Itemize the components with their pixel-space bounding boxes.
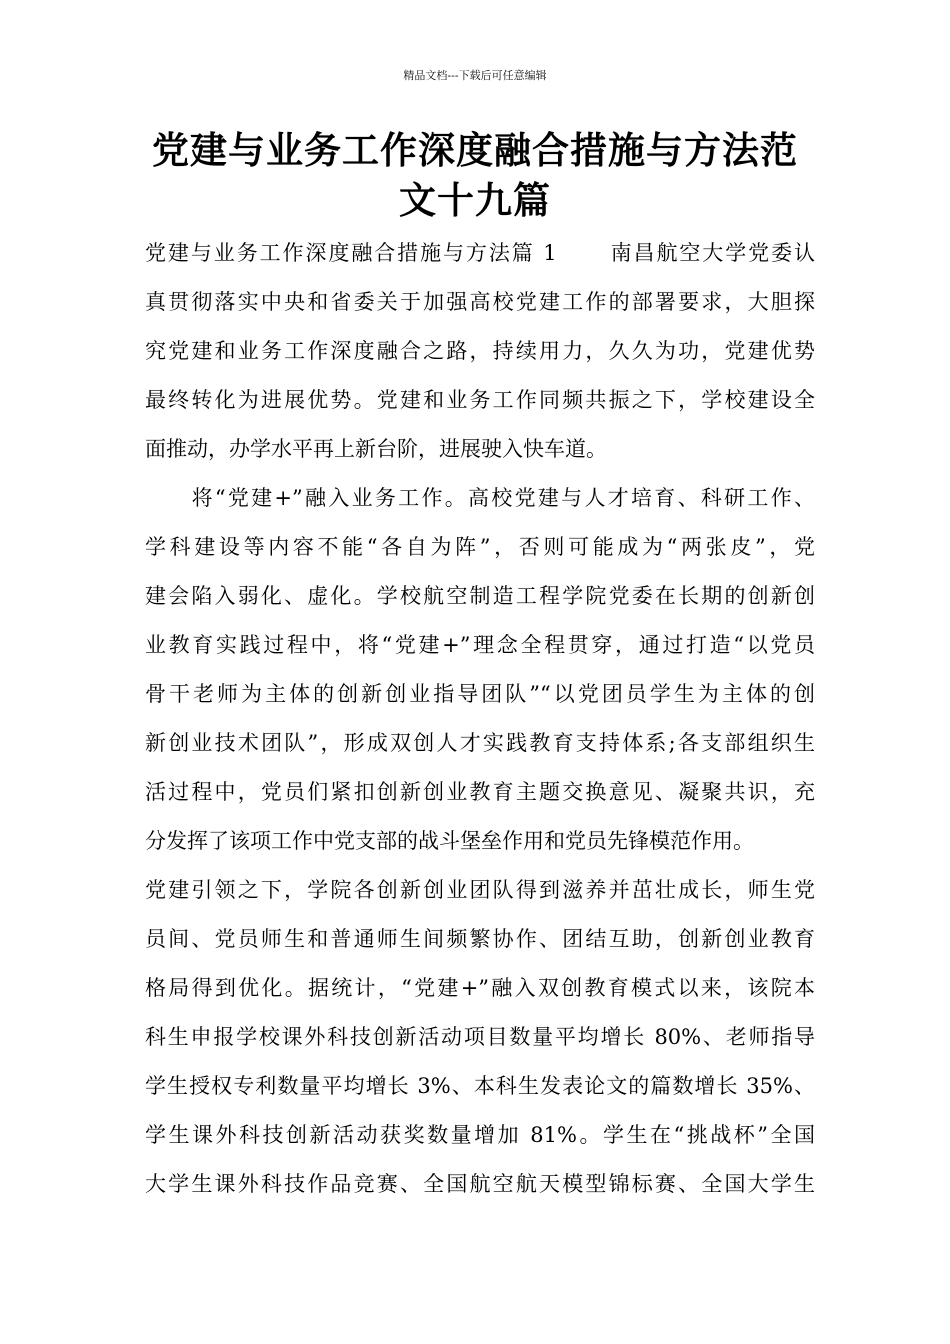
paragraph-line: 建会陷入弱化、虚化。学校航空制造工程学院党委在长期的创新创 [145,584,815,608]
paragraph-line: 格局得到优化。据统计，“党建+”融入双创教育模式以来，该院本 [145,976,815,1000]
paragraph-line: 大学生课外科技作品竞赛、全国航空航天模型锦标赛、全国大学生 [145,1172,815,1196]
paragraph-opening: 南昌航空大学党委认 [608,241,815,265]
paragraph-line: 员间、党员师生和普通师生间频繁协作、团结互助，创新创业教育 [145,927,815,951]
paragraph-line: 科生申报学校课外科技创新活动项目数量平均增长 80%、老师指导 [145,1025,815,1049]
document-title [120,126,830,226]
paragraph-line: 真贯彻落实中央和省委关于加强高校党建工作的部署要求，大胆探 [145,290,815,314]
paragraph-line: 最终转化为进展优势。党建和业务工作同频共振之下，学校建设全 [145,388,815,412]
paragraph-line: 骨干老师为主体的创新创业指导团队”“以党团员学生为主体的创 [145,682,815,706]
paragraph-line: 新创业技术团队”，形成双创人才实践教育支持体系;各支部组织生 [145,731,815,755]
paragraph-line: 学科建设等内容不能“各自为阵”，否则可能成为“两张皮”，党 [145,535,815,559]
title-line: 党建与业务工作深度融合措施与方法范 [152,129,798,172]
paragraph-line: 将“党建+”融入业务工作。高校党建与人才培育、科研工作、 [145,486,815,510]
paragraph-line: 分发挥了该项工作中党支部的战斗堡垒作用和党员先锋模范作用。 [145,829,754,853]
paragraph-line: 业教育实践过程中，将“党建+”理念全程贯穿，通过打造“以党员 [145,633,815,657]
paragraph-line: 学生课外科技创新活动获奖数量增加 81%。学生在“挑战杯”全国 [145,1123,815,1147]
paragraph-line: 活过程中，党员们紧扣创新创业教育主题交换意见、凝聚共识，充 [145,780,815,804]
section-heading: 党建与业务工作深度融合措施与方法篇 1 [145,241,557,265]
paragraph-line: 学生授权专利数量平均增长 3%、本科生发表论文的篇数增长 35%、 [145,1074,815,1098]
paragraph-line: 面推动，办学水平再上新台阶，进展驶入快车道。 [145,437,607,461]
header-note: 精品文档---下载后可任意编辑 [403,69,547,82]
document-body [145,229,815,1209]
paragraph-line: 党建引领之下，学院各创新创业团队得到滋养并茁壮成长，师生党 [145,878,815,902]
paragraph-line: 究党建和业务工作深度融合之路，持续用力，久久为功，党建优势 [145,339,815,363]
first-body-line [145,229,815,278]
title-line: 文十九篇 [399,179,551,222]
